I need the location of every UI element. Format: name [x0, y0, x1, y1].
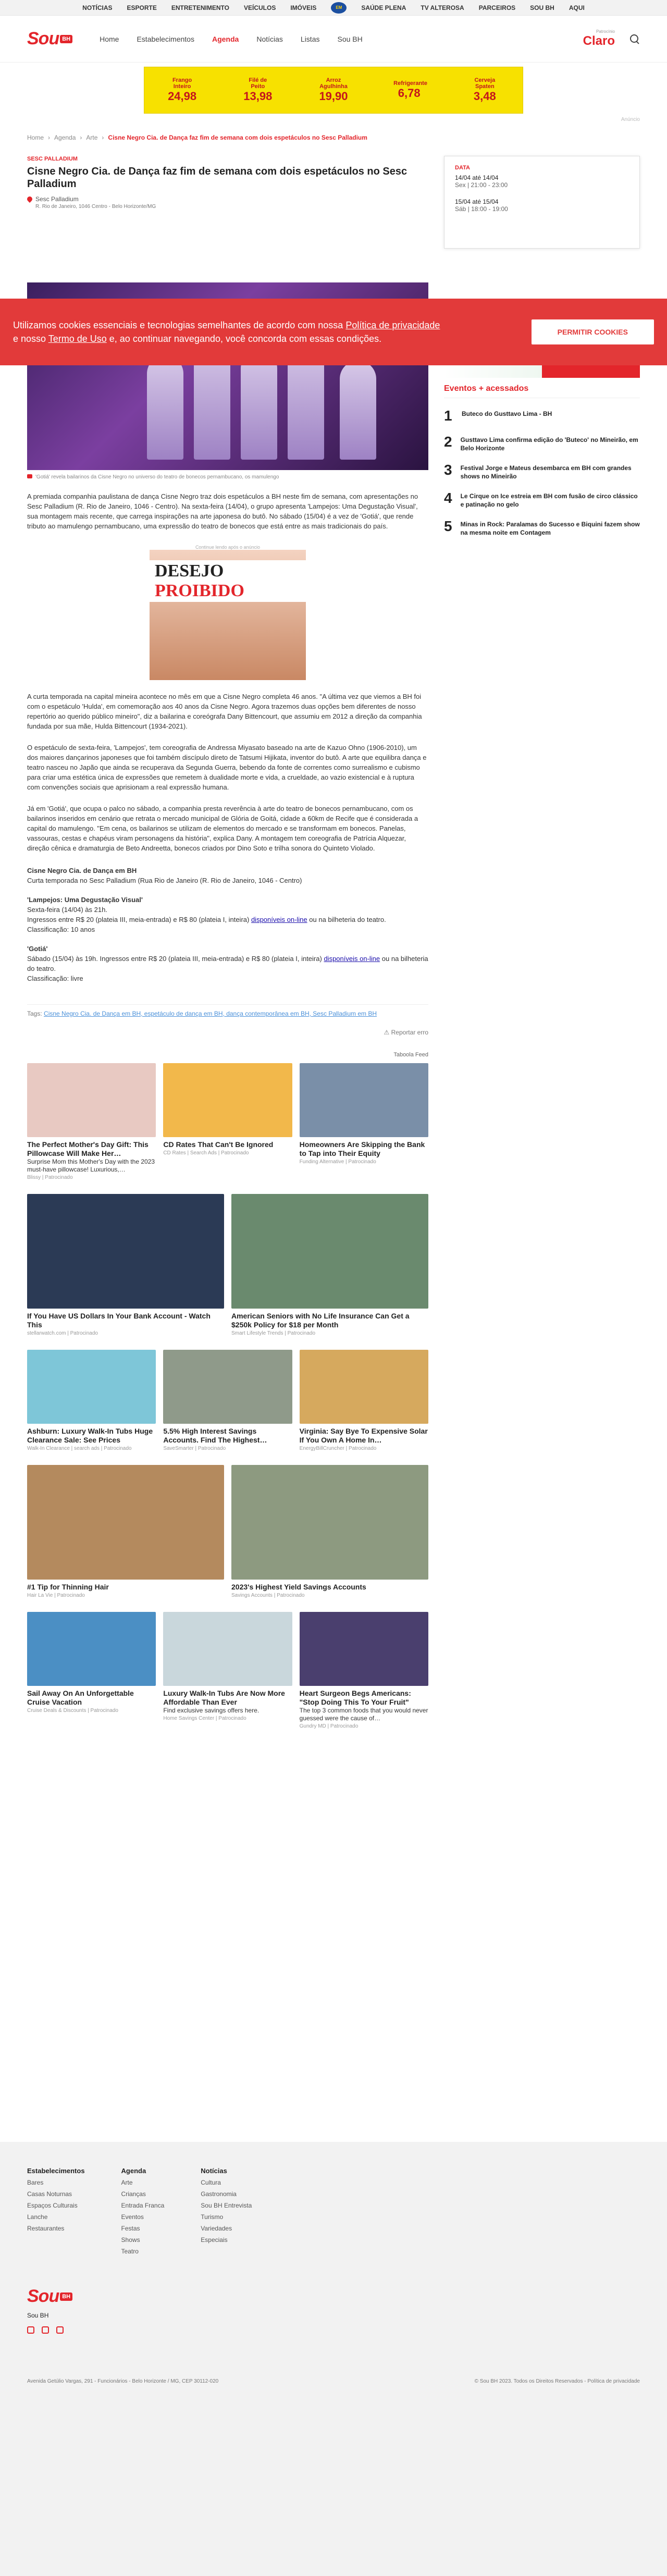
sponsored-card[interactable]: Virginia: Say Bye To Expensive Solar If You Own A Home In… EnergyBillCruncher | Patrocinado — [300, 1350, 428, 1451]
footer-brand: Sou BH Sou BH — [27, 2255, 640, 2334]
page-title: Cisne Negro Cia. de Dança faz fim de semana com dois espetáculos no Sesc Palladium — [27, 166, 407, 190]
footer-column: Notícias Cultura Gastronomia Sou BH Entrevista Turismo Variedades Especiais — [201, 2167, 252, 2244]
paragraph: A curta temporada na capital mineira acontece no mês em que a Cisne Negro completa 46 anos. "A última vez que viemos a BH foi com o espetáculo 'Hulda', em comemoração aos 40 anos da Cisne Negro. Agora trazemos duas opções bem diferentes de nosso repertório ao querido público mineiro", diz a bailarina e coreógrafa Dany Bittencourt, que assumiu em 2012 a direção da companhia fundada por sua mãe, Hulda Bittencourt (1934-2021). — [27, 693, 422, 730]
topbar-link[interactable]: ESPORTE — [127, 4, 157, 11]
nav-estabelecimentos[interactable]: Estabelecimentos — [137, 34, 194, 43]
nav-home[interactable]: Home — [100, 34, 119, 43]
topbar-link[interactable]: TV ALTEROSA — [421, 4, 464, 11]
tags-row: Tags: Cisne Negro Cia. de Dança em BH, espetáculo de dança em BH, dança contemporânea em BH, Sesc Palladium em BH — [27, 1004, 428, 1017]
ad-product: Frango Inteiro 24,98 — [168, 77, 197, 103]
main-nav — [100, 35, 363, 43]
popular-event-item[interactable]: 5 Minas in Rock: Paralamas do Sucesso e Biquini fazem show na mesma noite em Contagem — [444, 518, 640, 536]
topbar-link[interactable]: ENTRETENIMENTO — [171, 4, 229, 11]
location-pin-icon — [26, 195, 33, 203]
sponsored-card[interactable]: CD Rates That Can't Be Ignored CD Rates | Search Ads | Patrocinado — [163, 1063, 292, 1180]
venue-block — [27, 195, 428, 209]
site-header — [0, 16, 667, 63]
topbar-link[interactable]: PARCEIROS — [478, 4, 516, 11]
instagram-icon[interactable] — [42, 2326, 49, 2334]
breadcrumb: Home › Agenda › Arte › Cisne Negro Cia. de Dança faz fim de semana com dois espetáculos no Sesc Palladium — [27, 134, 367, 141]
sponsored-card[interactable]: Homeowners Are Skipping the Bank to Tap into Their Equity Funding Alternative | Patrocinado — [300, 1063, 428, 1180]
tickets-link[interactable]: disponíveis on-line — [324, 955, 380, 963]
footer-column: Estabelecimentos Bares Casas Noturnas Espaços Culturais Lanche Restaurantes — [27, 2167, 85, 2232]
venue-address: R. Rio de Janeiro, 1046 Centro - Belo Horizonte/MG — [35, 204, 156, 209]
sponsored-card[interactable]: Heart Surgeon Begs Americans: "Stop Doing This To Your Fruit" The top 3 common foods that you would never guessed were the cause of… Gundry MD | Patrocinado — [300, 1612, 428, 1729]
ad-product: Refrigerante 6,78 — [393, 80, 427, 100]
inline-ad[interactable]: Continue lendo após o anúncio DESEJO PROIBIDO — [150, 545, 306, 680]
twitter-icon[interactable] — [56, 2326, 64, 2334]
sponsored-row — [27, 1063, 428, 1180]
tickets-link[interactable]: disponíveis on-line — [251, 916, 307, 923]
sponsored-card[interactable]: American Seniors with No Life Insurance Can Get a $250k Policy for $18 per Month Smart Lifestyle Trends | Patrocinado — [231, 1194, 428, 1336]
nav-sou-bh[interactable]: Sou BH — [337, 34, 363, 43]
sponsored-card[interactable]: Luxury Walk-In Tubs Are Now More Affordable Than Ever Find exclusive savings offers here. Home Savings Center | Patrocinado — [163, 1612, 292, 1729]
topbar-link[interactable]: AQUI — [569, 4, 585, 11]
sidebar — [444, 141, 640, 1729]
breadcrumb-arte[interactable]: Arte — [86, 134, 98, 141]
topbar-link[interactable]: NOTÍCIAS — [82, 4, 113, 11]
footer-logo[interactable]: Sou BH — [27, 2286, 640, 2307]
sponsored-row — [27, 1612, 428, 1729]
sponsored-card[interactable]: 2023's Highest Yield Savings Accounts Savings Accounts | Patrocinado — [231, 1465, 428, 1598]
footer-column: Agenda Arte Crianças Entrada Franca Eventos Festas Shows Teatro — [121, 2167, 165, 2255]
cookie-banner: Utilizamos cookies essenciais e tecnologias semelhantes de acordo com nossa Política de privacidade e nosso Termo de Uso e, ao continuar navegando, você concorda com essas condições. PERMITIR COOKIES — [0, 299, 667, 365]
tag-links[interactable]: Cisne Negro Cia. de Dança em BH, espetáculo de dança em BH, dança contemporânea em BH, Sesc Palladium em BH — [44, 1010, 377, 1017]
ad-product: Cerveja Spaten 3,48 — [473, 77, 496, 103]
site-logo[interactable]: Sou BH — [27, 29, 72, 49]
breadcrumb-agenda[interactable]: Agenda — [54, 134, 76, 141]
article-body — [27, 491, 428, 531]
topbar-link[interactable]: VEÍCULOS — [243, 4, 276, 11]
report-error-button[interactable]: ⚠ Reportar erro — [384, 1029, 428, 1036]
popular-event-item[interactable]: 3 Festival Jorge e Mateus desembarca em BH com grandes shows no Mineirão — [444, 462, 632, 480]
topbar-link[interactable]: IMÓVEIS — [290, 4, 317, 11]
paragraph: A premiada companhia paulistana de dança Cisne Negro traz dois espetáculos a BH neste fim de semana, com apresentações no Sesc Palladium (R. Rio de Janeiro, 1046 - Centro). Na sexta-feira (14/04), o grupo apresenta 'Lampejos: Uma Degustação Visual', sua montagem mais recente, que carrega inspirações na arte japonesa do butô. No sábado (15/04) é a vez de 'Gotiá', que rende tributo ao mamulengo pernambucano, uma expressão do teatro de bonecos que está entre as mais tradicionais do país. — [27, 492, 418, 530]
sponsored-row — [27, 1350, 428, 1451]
taboola-label[interactable]: Taboola Feed — [393, 1052, 428, 1058]
nav-listas[interactable]: Listas — [300, 34, 320, 43]
venue-link[interactable]: Sesc Palladium — [35, 195, 79, 203]
privacy-policy-link[interactable]: Política de privacidade — [345, 320, 440, 330]
popular-events-title: Eventos + acessados — [444, 384, 640, 398]
footer-bottom: Avenida Getúlio Vargas, 291 - Funcionários - Belo Horizonte / MG, CEP 30112-020 © Sou BH 2023. Todos os Direitos Reservados - Política de privacidade — [27, 2378, 640, 2384]
estado-de-minas-badge[interactable]: EM — [331, 2, 347, 14]
popular-event-item[interactable]: 2 Gusttavo Lima confirma edição do 'Buteco' no Mineirão, em Belo Horizonte — [444, 434, 638, 452]
ad-label: Anúncio — [621, 117, 640, 122]
ad-product: Arroz Agulhinha 19,90 — [319, 77, 348, 103]
breadcrumb-current: Cisne Negro Cia. de Dança faz fim de semana com dois espetáculos no Sesc Palladium — [108, 134, 367, 141]
topbar-link[interactable]: SOU BH — [530, 4, 554, 11]
terms-link[interactable]: Termo de Uso — [48, 334, 107, 344]
sponsored-card[interactable]: 5.5% High Interest Savings Accounts. Find The Highest… SaveSmarter | Patrocinado — [163, 1350, 292, 1451]
paragraph: Já em 'Gotiá', que ocupa o palco no sábado, a companhia presta reverência à arte do teatro de bonecos pernambucano, com os bailarinos inseridos em cenário que retrata o mercado municipal de Glória de Goitá, cidade a 60km de Recife que é considerada a capital do mamulengo. "Em cena, os bailarinos se utilizam de elementos do mercado e se transformam em bonecos. Panelas, vassouras, cestas e chapéus viram personagens da história", explica Dany. A montagem tem coreografia de Patrícia Alquezar, direção cênica e dramaturgia de Beto Andreetta, bonecos criados por Dino Soto e trilha sonora do Quinteto Violado. — [27, 805, 418, 852]
breadcrumb-home[interactable]: Home — [27, 134, 44, 141]
site-footer — [0, 2142, 667, 2576]
nav-agenda[interactable]: Agenda — [212, 34, 239, 43]
article — [27, 141, 428, 1729]
topbar-link[interactable]: SAÚDE PLENA — [361, 4, 406, 11]
sponsored-card[interactable]: If You Have US Dollars In Your Bank Account - Watch This stellarwatch.com | Patrocinado — [27, 1194, 224, 1336]
popular-event-item[interactable]: 1 Buteco do Gusttavo Lima - BH — [444, 408, 552, 424]
event-info: Cisne Negro Cia. de Dança em BH Curta temporada no Sesc Palladium (Rua Rio de Janeiro (R. Rio de Janeiro, 1046 - Centro) 'Lampejos: Uma Degustação Visual' Sexta-feira (14/04) às 21h. Ingressos entre R$ 20 (plateia III, meia-entrada) e R$ 80 (plateia I, inteira) disponíveis on-line ou na bilheteria do teatro. Classificação: 10 anos 'Gotiá' Sábado (15/04) às 19h. Ingressos entre R$ 20 (plateia III, meia-entrada) e R$ 80 (plateia I, inteira) disponíveis on-line ou na bilheteria do teatro. Classificação: livre — [27, 867, 428, 982]
ad-product: Filé de Peito 13,98 — [243, 77, 273, 103]
paragraph: O espetáculo de sexta-feira, 'Lampejos', tem coreografia de Andressa Miyasato baseado na arte de Kazuo Ohno (1906-2010), um dos maiores dançarinos japoneses que foi também discípulo direto de Tatsumi Hijikata, inventor do butô. A arte que equilibra dança e teatro nasceu no Japão que ainda se recuperava da Segunda Guerra, bebendo da fonte de correntes como surrealismo e cubismo para criar uma estética única de expressões que remetem à dualidade morte e vida, a crueldade, ao vazio existencial e à ruptura com convenções sociais que aprisionam a real expressão humana. — [27, 744, 427, 791]
sponsored-card[interactable]: The Perfect Mother's Day Gift: This Pillowcase Will Make Her… Surprise Mom this Mother's Day with the 2023 must-have pillowcase! Luxurious,… Blissy | Patrocinado — [27, 1063, 156, 1180]
search-icon[interactable] — [629, 34, 640, 44]
sponsored-card[interactable]: #1 Tip for Thinning Hair Hair La Vie | Patrocinado — [27, 1465, 224, 1598]
popular-event-item[interactable]: 4 Le Cirque on Ice estreia em BH com fusão de circo clássico e patinação no gelo — [444, 490, 638, 508]
sponsored-card[interactable]: Ashburn: Luxury Walk-In Tubs Huge Clearance Sale: See Prices Walk-In Clearance | search ads | Patrocinado — [27, 1350, 156, 1451]
camera-icon — [27, 474, 32, 478]
facebook-icon[interactable] — [27, 2326, 34, 2334]
nav-noticias[interactable]: Notícias — [256, 34, 283, 43]
sponsored-card[interactable]: Sail Away On An Unforgettable Cruise Vacation Cruise Deals & Discounts | Patrocinado — [27, 1612, 156, 1729]
allow-cookies-button[interactable]: PERMITIR COOKIES — [532, 319, 654, 344]
sponsored-row — [27, 1465, 428, 1598]
sponsored-row — [27, 1194, 428, 1336]
top-portal-bar — [0, 0, 667, 16]
sponsor-claro[interactable]: Patrocínio Claro — [583, 29, 615, 48]
top-ad-banner[interactable] — [144, 67, 523, 114]
article-category[interactable]: SESC PALLADIUM — [27, 156, 78, 162]
article-body-continued — [27, 692, 428, 853]
image-caption: 'Gotiá' revela bailarinos da Cisne Negro no universo do teatro de bonecos pernambucano, os mamulengo — [27, 474, 428, 480]
main-area — [27, 141, 640, 1729]
event-date-box: DATA 14/04 até 14/04 Sex | 21:00 - 23:00 15/04 até 15/04 Sáb | 18:00 - 19:00 — [444, 156, 640, 249]
